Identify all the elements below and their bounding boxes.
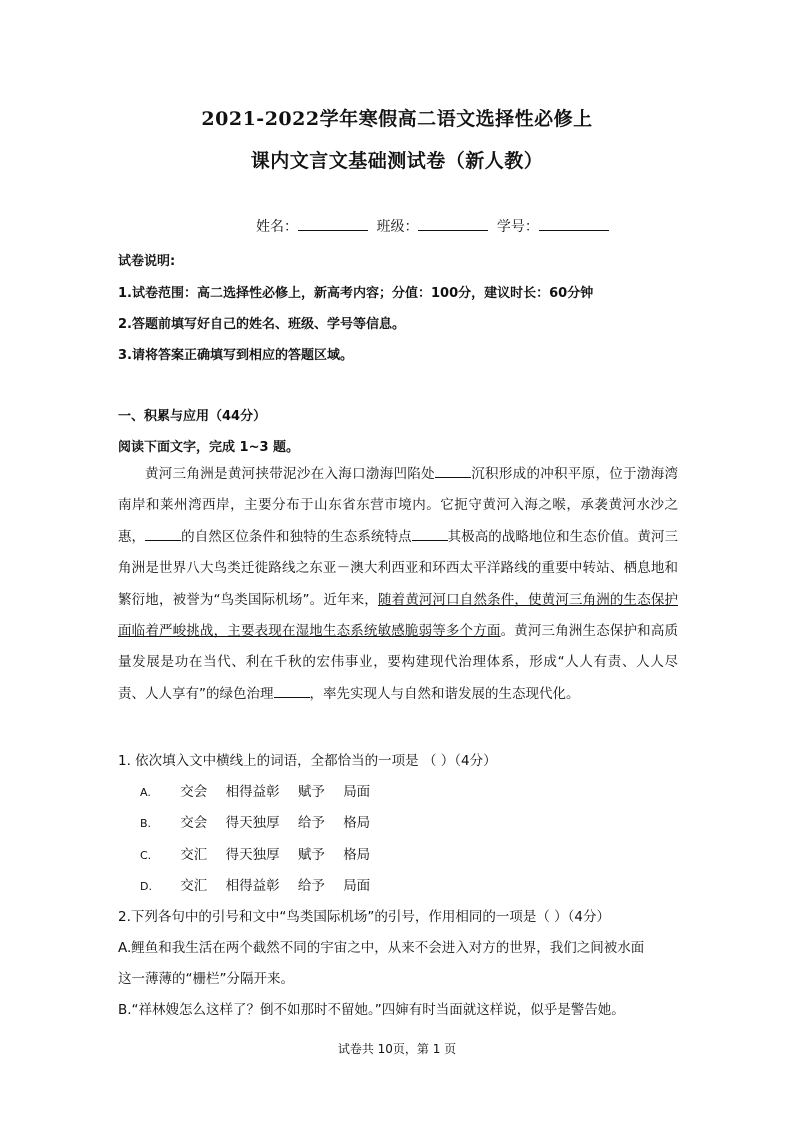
passage-blank-4 xyxy=(274,684,310,698)
reading-passage: 黄河三角洲是黄河挟带泥沙在入海口渤海凹陷处 沉积形成的冲积平原，位于渤海湾南岸和莱州湾西岸，主要分布于山东省东营市境内。它扼守黄河入海之喉，承袭黄河水沙之惠， 的自然区位条件和独特的生态系统特点 其极高的战略地位和生态价值。黄河三角洲是世界八大鸟类迁徙路线之东亚－澳大利西亚和环西太平洋路线的重要中转站、栖息地和繁衍地，被誉为“鸟类国际机场”。近年来，随着黄河河口自然条件，使黄河三角洲的生态保护面临着严峻挑战，主要表现在湿地生态系统敏感脆弱等多个方面。黄河三角洲生态保护和高质量发展是功在当代、利在千秋的宏伟事业，要构建现代治理体系，形成“人人有责、人人尽责、人人享有”的绿色治理 ，率先实现人与自然和谐发展的生态现代化。 xyxy=(118,466,679,702)
q2-option-a-line1: A.鲤鱼和我生活在两个截然不同的宇宙之中，从来不会进入对方的世界，我们之间被水面 xyxy=(118,940,645,956)
class-label: 班级： xyxy=(376,219,419,235)
q2-option-b-line1: B.“祥林嫂怎么这样了？倒不如那时不留她。”四婶有时当面就这样说，似乎是警告她。 xyxy=(118,1002,625,1018)
passage-blank-1 xyxy=(435,464,471,478)
passage-blank-3 xyxy=(412,527,448,541)
student-info-row xyxy=(256,216,613,236)
q2-option-a-line2: 这一薄薄的“栅栏”分隔开来。 xyxy=(118,971,294,987)
passage-blank-2 xyxy=(145,527,181,541)
reading-prompt: 阅读下面文字，完成 1~3 题。 xyxy=(118,440,300,455)
q1-option-c[interactable]: C. 交汇 得天独厚 赋予 格局 xyxy=(140,847,371,863)
section-heading: 一、积累与应用（44分） xyxy=(118,409,267,424)
instruction-item-2: 2.答题前填写好自己的姓名、班级、学号等信息。 xyxy=(118,317,405,332)
underlined-sentence: 随着黄河河口自然条件，使黄河三角洲的生态保护面临着严峻挑战，主要表现在湿地生态系统敏感脆弱等多个方面 xyxy=(118,591,678,640)
exam-title-line2: 课内文言文基础测试卷（新人教） xyxy=(250,150,544,172)
page-footer: 试卷共 10页，第 1 页 xyxy=(337,1042,457,1056)
name-label: 姓名： xyxy=(256,219,298,235)
question-2-stem: 2.下列各句中的引号和文中“鸟类国际机场”的引号，作用相同的一项是（ ）（4分） xyxy=(118,909,610,925)
q1-option-d[interactable]: D. 交汇 相得益彰 给予 局面 xyxy=(140,878,371,894)
q1-option-b[interactable]: B. 交会 得天独厚 给予 格局 xyxy=(140,815,371,831)
exam-title-line1: 2021-2022学年寒假高二语文选择性必修上 xyxy=(201,108,593,130)
instruction-item-1: 1.试卷范围：高二选择性必修上，新高考内容；分值：100分，建议时长：60分钟 xyxy=(118,286,594,301)
instruction-item-3: 3.请将答案正确填写到相应的答题区域。 xyxy=(118,348,353,363)
q1-option-a[interactable]: A. 交会 相得益彰 赋予 局面 xyxy=(140,784,371,800)
question-1-stem: 1. 依次填入文中横线上的词语，全都恰当的一项是 （ ）（4分） xyxy=(118,753,497,769)
id-label: 学号： xyxy=(496,219,539,235)
instructions-heading: 试卷说明: xyxy=(118,254,176,269)
class-field[interactable] xyxy=(418,216,488,231)
name-field[interactable] xyxy=(298,216,368,231)
id-field[interactable] xyxy=(539,216,609,231)
